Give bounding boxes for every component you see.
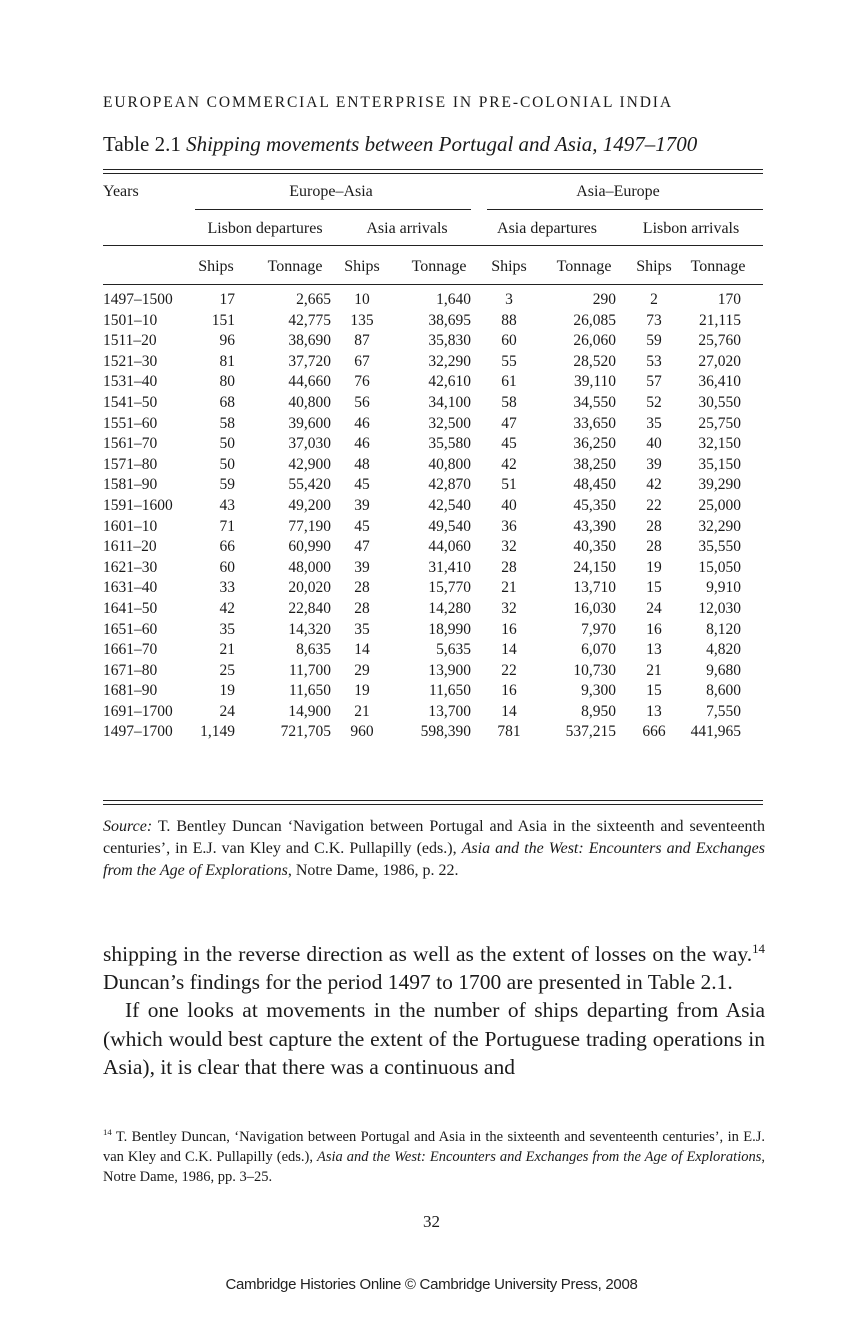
group-header-europe-asia: Europe–Asia <box>289 183 373 200</box>
table-row <box>103 496 765 517</box>
value-cell: 46 <box>354 414 370 432</box>
value-cell: 45 <box>501 435 517 453</box>
table-row <box>103 620 765 641</box>
value-cell: 28 <box>501 558 517 576</box>
value-cell: 59 <box>646 332 662 350</box>
value-cell: 39 <box>354 558 370 576</box>
value-cell: 16,030 <box>573 599 616 617</box>
value-cell: 26,085 <box>573 311 616 329</box>
value-cell: 13 <box>646 702 662 720</box>
value-cell: 38,695 <box>428 311 471 329</box>
page-number: 32 <box>423 1212 440 1231</box>
col-header-tonnage: Tonnage <box>411 258 467 275</box>
table-row <box>103 372 765 393</box>
value-cell: 32,290 <box>698 517 741 535</box>
value-cell: 22 <box>646 496 662 514</box>
value-cell: 28 <box>646 517 662 535</box>
table-row <box>103 558 765 579</box>
year-range-cell: 1581–90 <box>103 476 158 494</box>
value-cell: 42 <box>646 476 662 494</box>
value-cell: 32,290 <box>428 352 471 370</box>
value-cell: 537,215 <box>565 723 616 741</box>
value-cell: 36,410 <box>698 373 741 391</box>
value-cell: 47 <box>354 538 370 556</box>
value-cell: 88 <box>501 311 517 329</box>
value-cell: 135 <box>350 311 374 329</box>
value-cell: 40,800 <box>428 455 471 473</box>
value-cell: 55,420 <box>288 476 331 494</box>
value-cell: 37,720 <box>288 352 331 370</box>
value-cell: 28,520 <box>573 352 616 370</box>
value-cell: 39,290 <box>698 476 741 494</box>
copyright-footer: Cambridge Histories Online © Cambridge University Press, 2008 <box>225 1276 638 1293</box>
value-cell: 24,150 <box>573 558 616 576</box>
table-row <box>103 640 765 661</box>
value-cell: 49,200 <box>288 496 331 514</box>
group-header-asia-europe: Asia–Europe <box>576 183 660 200</box>
value-cell: 33,650 <box>573 414 616 432</box>
value-cell: 6,070 <box>581 641 616 659</box>
value-cell: 44,660 <box>288 373 331 391</box>
value-cell: 20,020 <box>288 579 331 597</box>
value-cell: 66 <box>219 538 235 556</box>
value-cell: 48 <box>354 455 370 473</box>
table-source-note <box>103 816 765 883</box>
value-cell: 14,900 <box>288 702 331 720</box>
source-book-title: Asia and the West: Encounters and Exchanges from the Age of Explorations <box>103 840 765 880</box>
value-cell: 19 <box>646 558 662 576</box>
year-range-cell: 1511–20 <box>103 332 157 350</box>
value-cell: 42,870 <box>428 476 471 494</box>
value-cell: 13,900 <box>428 661 471 679</box>
value-cell: 9,300 <box>581 682 616 700</box>
table-row <box>103 331 765 352</box>
table-row <box>103 290 765 311</box>
value-cell: 57 <box>646 373 662 391</box>
value-cell: 67 <box>354 352 370 370</box>
value-cell: 21 <box>219 641 235 659</box>
year-range-cell: 1681–90 <box>103 682 158 700</box>
footnote <box>103 1128 765 1187</box>
footnote-number: 14 <box>103 1127 112 1138</box>
year-range-cell: 1497–1700 <box>103 723 173 741</box>
value-cell: 25,760 <box>698 332 741 350</box>
group-rule-asia-europe <box>487 209 763 210</box>
value-cell: 35,830 <box>428 332 471 350</box>
table-title: Shipping movements between Portugal and Asia, 1497–1700 <box>186 132 698 156</box>
source-label: Source: <box>103 818 153 835</box>
value-cell: 34,550 <box>573 393 616 411</box>
col-header-ships: Ships <box>636 258 672 275</box>
subheader-lisbon-departures: Lisbon departures <box>207 220 323 237</box>
year-range-cell: 1497–1500 <box>103 291 173 308</box>
value-cell: 39 <box>646 455 662 473</box>
value-cell: 5,635 <box>436 641 471 659</box>
value-cell: 58 <box>501 393 517 411</box>
value-cell: 50 <box>219 455 235 473</box>
table-row <box>103 537 765 558</box>
value-cell: 32 <box>501 599 517 617</box>
table-row <box>103 434 765 455</box>
value-cell: 47 <box>501 414 517 432</box>
value-cell: 17 <box>219 291 235 308</box>
value-cell: 34,100 <box>428 393 471 411</box>
col-header-ships: Ships <box>198 258 234 275</box>
year-range-cell: 1691–1700 <box>103 702 173 720</box>
value-cell: 1,149 <box>200 723 235 741</box>
value-cell: 19 <box>219 682 235 700</box>
subheader-lisbon-arrivals: Lisbon arrivals <box>642 220 740 237</box>
value-cell: 2 <box>650 291 658 308</box>
value-cell: 46 <box>354 435 370 453</box>
value-cell: 598,390 <box>420 723 471 741</box>
value-cell: 29 <box>354 661 370 679</box>
value-cell: 28 <box>646 538 662 556</box>
value-cell: 48,450 <box>573 476 616 494</box>
value-cell: 24 <box>219 702 235 720</box>
value-cell: 151 <box>211 311 235 329</box>
value-cell: 960 <box>350 723 374 741</box>
value-cell: 51 <box>501 476 517 494</box>
value-cell: 21 <box>646 661 662 679</box>
value-cell: 9,910 <box>706 579 741 597</box>
table-bottom-rule <box>103 800 763 801</box>
value-cell: 42,610 <box>428 373 471 391</box>
value-cell: 8,950 <box>581 702 616 720</box>
value-cell: 43,390 <box>573 517 616 535</box>
year-range-cell: 1521–30 <box>103 352 158 370</box>
footnote-ref: 14 <box>752 941 765 956</box>
value-cell: 32,500 <box>428 414 471 432</box>
footnote-text-end: , Notre Dame, 1986, pp. 3–25. <box>103 1148 765 1185</box>
value-cell: 45 <box>354 476 370 494</box>
source-text-end: , Notre Dame, 1986, p. 22. <box>287 862 459 880</box>
value-cell: 96 <box>219 332 235 350</box>
year-range-cell: 1591–1600 <box>103 496 173 514</box>
value-cell: 28 <box>354 579 370 597</box>
table-row <box>103 599 765 620</box>
value-cell: 32,150 <box>698 435 741 453</box>
value-cell: 38,690 <box>288 332 331 350</box>
value-cell: 55 <box>501 352 517 370</box>
table-caption <box>103 132 765 157</box>
year-range-cell: 1621–30 <box>103 558 158 576</box>
value-cell: 35 <box>354 620 370 638</box>
value-cell: 56 <box>354 393 370 411</box>
value-cell: 11,700 <box>288 661 331 679</box>
value-cell: 40 <box>646 435 662 453</box>
value-cell: 21 <box>501 579 517 597</box>
value-cell: 21,115 <box>698 311 741 329</box>
table-row <box>103 455 765 476</box>
footnote-text: T. Bentley Duncan, ‘Navigation between Portugal and Asia in the sixteenth and seventeenth centuries’, in E.J. van Kley and C.K. Pullapilly (eds.), <box>103 1129 765 1165</box>
value-cell: 11,650 <box>428 682 471 700</box>
value-cell: 40,350 <box>573 538 616 556</box>
paragraph-text: shipping in the reverse direction as well as the extent of losses on the way. <box>103 942 753 966</box>
value-cell: 14 <box>354 641 370 659</box>
value-cell: 26,060 <box>573 332 616 350</box>
value-cell: 31,410 <box>428 558 471 576</box>
value-cell: 781 <box>497 723 521 741</box>
year-range-cell: 1571–80 <box>103 455 158 473</box>
value-cell: 24 <box>646 599 662 617</box>
value-cell: 49,540 <box>428 517 471 535</box>
value-cell: 3 <box>505 291 513 308</box>
value-cell: 60 <box>219 558 235 576</box>
table-row <box>103 681 765 702</box>
table-row <box>103 578 765 599</box>
value-cell: 14 <box>501 641 517 659</box>
value-cell: 28 <box>354 599 370 617</box>
value-cell: 43 <box>219 496 235 514</box>
value-cell: 22 <box>501 661 517 679</box>
value-cell: 15 <box>646 579 662 597</box>
year-range-cell: 1541–50 <box>103 393 158 411</box>
value-cell: 39 <box>354 496 370 514</box>
value-cell: 71 <box>219 517 235 535</box>
value-cell: 27,020 <box>698 352 741 370</box>
value-cell: 16 <box>646 620 662 638</box>
value-cell: 13 <box>646 641 662 659</box>
value-cell: 290 <box>592 291 616 308</box>
value-cell: 7,550 <box>706 702 741 720</box>
value-cell: 39,110 <box>573 373 616 391</box>
subheader-asia-arrivals: Asia arrivals <box>366 220 448 237</box>
value-cell: 42 <box>501 455 517 473</box>
years-header: Years <box>103 183 139 200</box>
value-cell: 60 <box>501 332 517 350</box>
value-cell: 7,970 <box>581 620 616 638</box>
value-cell: 35 <box>646 414 662 432</box>
value-cell: 1,640 <box>436 291 471 308</box>
table-row <box>103 311 765 332</box>
year-range-cell: 1531–40 <box>103 373 158 391</box>
value-cell: 666 <box>642 723 666 741</box>
value-cell: 73 <box>646 311 662 329</box>
table-row <box>103 517 765 538</box>
value-cell: 25 <box>219 661 235 679</box>
value-cell: 13,700 <box>428 702 471 720</box>
value-cell: 13,710 <box>573 579 616 597</box>
subheader-asia-departures: Asia departures <box>497 220 597 237</box>
source-text: T. Bentley Duncan ‘Navigation between Portugal and Asia in the sixteenth and seventeenth centuries’, in E.J. van Kley and C.K. Pullapilly (eds.), <box>103 818 765 858</box>
value-cell: 42,900 <box>288 455 331 473</box>
group-rule-europe-asia <box>195 209 471 210</box>
value-cell: 42,540 <box>428 496 471 514</box>
paragraph-text: Duncan’s findings for the period 1497 to 1700 are presented in Table 2.1. <box>103 970 733 995</box>
value-cell: 10 <box>354 291 370 308</box>
subheader-rule <box>103 245 763 246</box>
year-range-cell: 1661–70 <box>103 641 158 659</box>
value-cell: 19 <box>354 682 370 700</box>
value-cell: 14 <box>501 702 517 720</box>
table-label: Table 2.1 <box>103 132 181 156</box>
value-cell: 44,060 <box>428 538 471 556</box>
table-row <box>103 702 765 723</box>
paragraph <box>103 940 765 996</box>
value-cell: 14,320 <box>288 620 331 638</box>
paragraph: If one looks at movements in the number of ships departing from Asia (which would best capture the extent of the Portuguese trading operations in Asia), it is clear that there was a continuous and <box>103 998 765 1079</box>
table-row <box>103 393 765 414</box>
value-cell: 25,750 <box>698 414 741 432</box>
value-cell: 18,990 <box>428 620 471 638</box>
value-cell: 68 <box>219 393 235 411</box>
table-row <box>103 722 765 743</box>
value-cell: 170 <box>717 291 741 308</box>
value-cell: 16 <box>501 620 517 638</box>
value-cell: 39,600 <box>288 414 331 432</box>
value-cell: 36 <box>501 517 517 535</box>
value-cell: 15 <box>646 682 662 700</box>
body-text <box>103 940 765 1081</box>
value-cell: 14,280 <box>428 599 471 617</box>
value-cell: 11,650 <box>288 682 331 700</box>
table-row <box>103 352 765 373</box>
value-cell: 25,000 <box>698 496 741 514</box>
value-cell: 16 <box>501 682 517 700</box>
year-range-cell: 1631–40 <box>103 579 158 597</box>
value-cell: 37,030 <box>288 435 331 453</box>
year-range-cell: 1601–10 <box>103 517 158 535</box>
table-row <box>103 414 765 435</box>
col-header-tonnage: Tonnage <box>267 258 323 275</box>
col-header-tonnage: Tonnage <box>556 258 612 275</box>
value-cell: 59 <box>219 476 235 494</box>
value-cell: 48,000 <box>288 558 331 576</box>
value-cell: 81 <box>219 352 235 370</box>
column-header-rule <box>103 284 763 285</box>
value-cell: 87 <box>354 332 370 350</box>
value-cell: 52 <box>646 393 662 411</box>
col-header-ships: Ships <box>491 258 527 275</box>
value-cell: 53 <box>646 352 662 370</box>
year-range-cell: 1551–60 <box>103 414 158 432</box>
value-cell: 61 <box>501 373 517 391</box>
value-cell: 40,800 <box>288 393 331 411</box>
value-cell: 38,250 <box>573 455 616 473</box>
table-bottom-rule-2 <box>103 804 763 805</box>
value-cell: 35,150 <box>698 455 741 473</box>
value-cell: 4,820 <box>706 641 741 659</box>
value-cell: 12,030 <box>698 599 741 617</box>
value-cell: 60,990 <box>288 538 331 556</box>
value-cell: 30,550 <box>698 393 741 411</box>
year-range-cell: 1561–70 <box>103 435 158 453</box>
value-cell: 9,680 <box>706 661 741 679</box>
value-cell: 42,775 <box>288 311 331 329</box>
value-cell: 22,840 <box>288 599 331 617</box>
value-cell: 721,705 <box>280 723 331 741</box>
value-cell: 77,190 <box>288 517 331 535</box>
value-cell: 35,580 <box>428 435 471 453</box>
value-cell: 8,635 <box>296 641 331 659</box>
value-cell: 32 <box>501 538 517 556</box>
value-cell: 15,050 <box>698 558 741 576</box>
value-cell: 58 <box>219 414 235 432</box>
table-row <box>103 661 765 682</box>
value-cell: 35,550 <box>698 538 741 556</box>
footnote-book-title: Asia and the West: Encounters and Exchanges from the Age of Explorations <box>316 1148 762 1165</box>
value-cell: 36,250 <box>573 435 616 453</box>
value-cell: 21 <box>354 702 370 720</box>
table-body <box>103 290 765 743</box>
value-cell: 80 <box>219 373 235 391</box>
value-cell: 2,665 <box>296 291 331 308</box>
value-cell: 45,350 <box>573 496 616 514</box>
value-cell: 8,120 <box>706 620 741 638</box>
value-cell: 40 <box>501 496 517 514</box>
value-cell: 10,730 <box>573 661 616 679</box>
year-range-cell: 1501–10 <box>103 311 158 329</box>
year-range-cell: 1641–50 <box>103 599 158 617</box>
col-header-tonnage: Tonnage <box>690 258 746 275</box>
value-cell: 441,965 <box>690 723 741 741</box>
year-range-cell: 1611–20 <box>103 538 157 556</box>
year-range-cell: 1671–80 <box>103 661 158 679</box>
value-cell: 42 <box>219 599 235 617</box>
table-top-rule <box>103 169 763 170</box>
value-cell: 50 <box>219 435 235 453</box>
year-range-cell: 1651–60 <box>103 620 158 638</box>
running-head: EUROPEAN COMMERCIAL ENTERPRISE IN PRE-COLONIAL INDIA <box>103 94 673 111</box>
value-cell: 76 <box>354 373 370 391</box>
value-cell: 15,770 <box>428 579 471 597</box>
value-cell: 35 <box>219 620 235 638</box>
table-row <box>103 475 765 496</box>
col-header-ships: Ships <box>344 258 380 275</box>
value-cell: 45 <box>354 517 370 535</box>
table-top-rule-2 <box>103 173 763 174</box>
value-cell: 8,600 <box>706 682 741 700</box>
value-cell: 33 <box>219 579 235 597</box>
